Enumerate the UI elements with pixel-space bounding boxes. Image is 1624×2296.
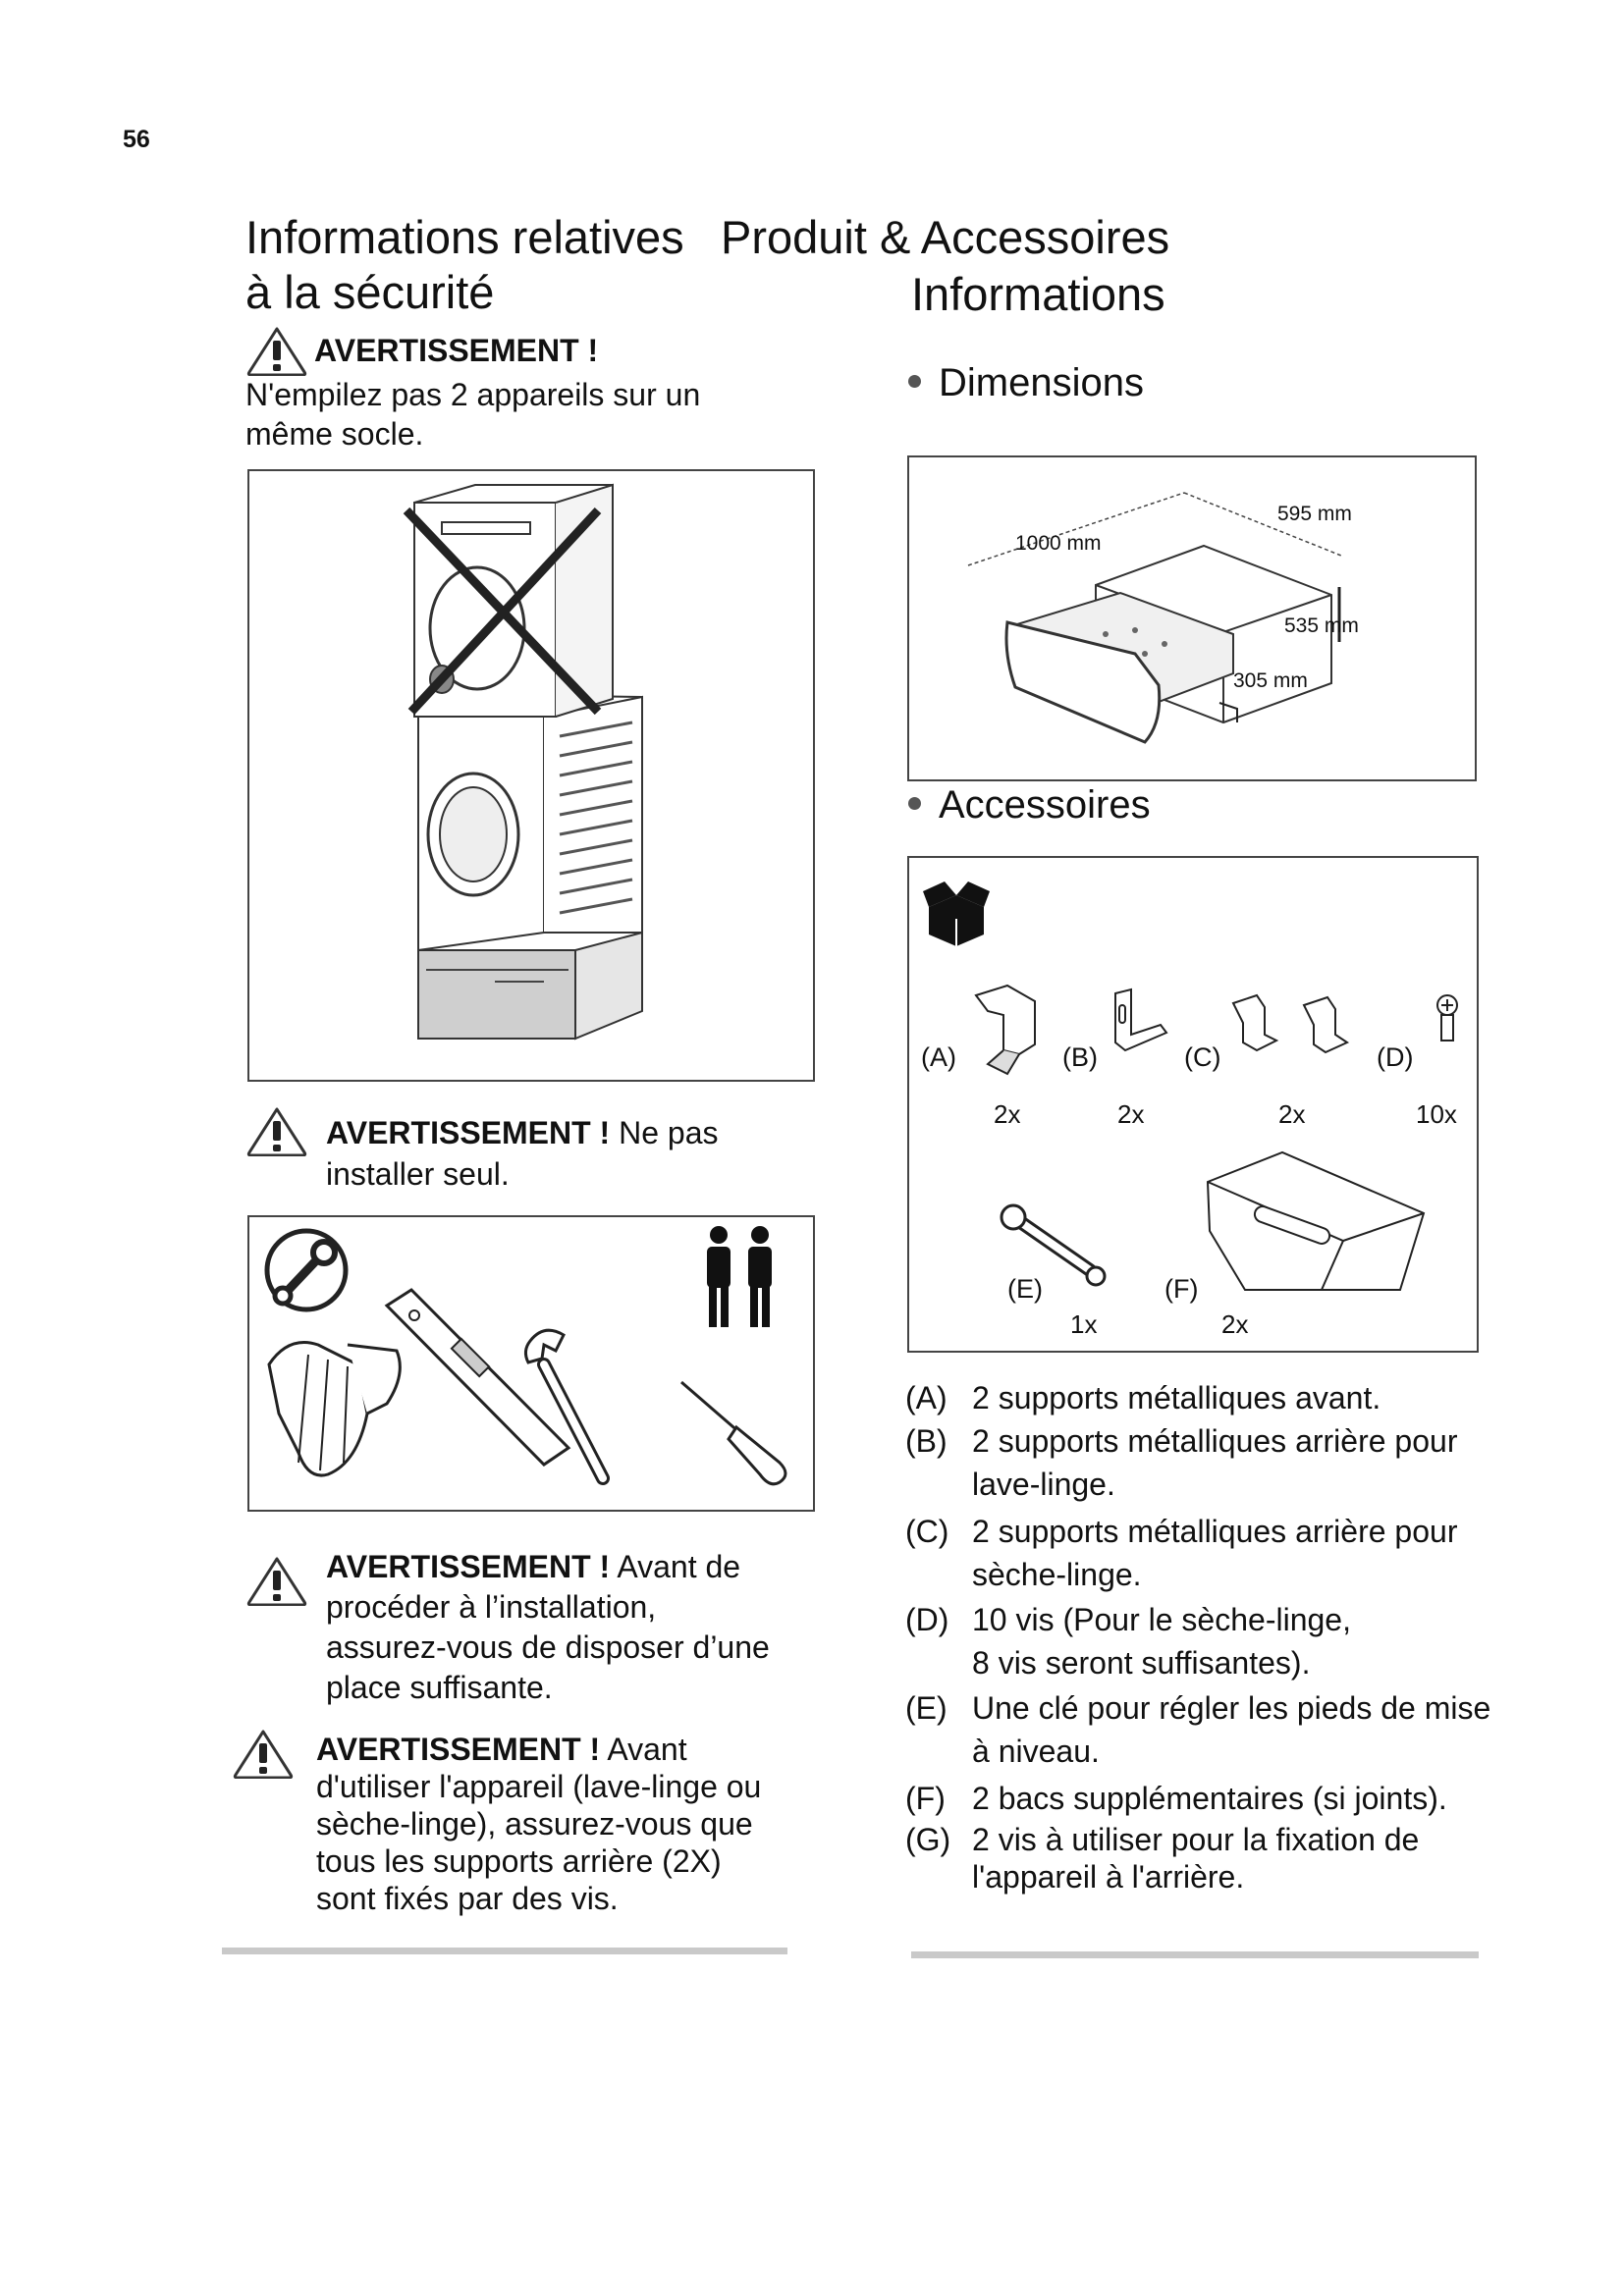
- accessories-diagram: [907, 856, 1479, 1353]
- list-item-line1: 2 bacs supplémentaires (si joints).: [972, 1781, 1447, 1816]
- warning4-line4: tous les supports arrière (2X): [316, 1843, 722, 1879]
- list-item-line2: à niveau.: [972, 1734, 1100, 1769]
- acc-label-d: (D): [1377, 1042, 1414, 1072]
- acc-count-e: 1x: [1070, 1309, 1098, 1339]
- list-item-label: (B): [905, 1423, 947, 1459]
- list-item-label: (E): [905, 1690, 947, 1726]
- acc-label-c: (C): [1184, 1042, 1221, 1072]
- accessories-heading: [908, 783, 1151, 828]
- list-item-label: (G): [905, 1822, 951, 1857]
- warning-triangle-icon: [245, 1557, 308, 1606]
- acc-label-e: (E): [1007, 1274, 1043, 1304]
- list-item-line1: 2 supports métalliques avant.: [972, 1380, 1381, 1415]
- warning4-line5: sont fixés par des vis.: [316, 1881, 619, 1916]
- list-item-label: (C): [905, 1514, 949, 1549]
- right-column-divider: [911, 1951, 1479, 1958]
- bullet-icon: [908, 797, 921, 810]
- dim-d3: 535 mm: [1284, 614, 1359, 637]
- pedestal-dimensions-image: [909, 457, 1475, 779]
- stacked-appliances-image: [249, 471, 813, 1080]
- acc-count-b: 2x: [1117, 1099, 1145, 1129]
- warning2-title: AVERTISSEMENT !: [326, 1115, 611, 1150]
- warning-triangle-icon: [245, 327, 308, 376]
- accessories-label: Accessoires: [939, 783, 1151, 827]
- dimensions-heading: [908, 361, 1144, 405]
- stacking-illustration: [247, 469, 815, 1082]
- list-item-line2: lave-linge.: [972, 1467, 1115, 1502]
- list-item-line2: l'appareil à l'arrière.: [972, 1859, 1245, 1895]
- warning1-title: AVERTISSEMENT !: [314, 333, 599, 368]
- acc-label-f: (F): [1164, 1274, 1199, 1304]
- warning3-text-a: Avant de: [617, 1549, 741, 1584]
- dim-width: 1000 mm: [1015, 532, 1102, 555]
- warning-triangle-icon: [245, 1107, 308, 1156]
- dimensions-diagram: [907, 455, 1477, 781]
- warning4-text-a: Avant: [607, 1732, 687, 1767]
- warning3-line1: [326, 1547, 740, 1586]
- list-item-line1: 2 vis à utiliser pour la fixation de: [972, 1822, 1420, 1857]
- list-item-label: (D): [905, 1602, 949, 1637]
- list-item-line2: sèche-linge.: [972, 1557, 1142, 1592]
- list-item-line1: 2 supports métalliques arrière pour: [972, 1514, 1458, 1549]
- warning2-text-line2: installer seul.: [326, 1156, 510, 1192]
- warning4-line3: sèche-linge), assurez-vous que: [316, 1806, 753, 1842]
- warning4-title: AVERTISSEMENT !: [316, 1732, 601, 1767]
- list-item-label: (A): [905, 1380, 947, 1415]
- warning3-line4: place suffisante.: [326, 1670, 553, 1705]
- list-item-label: (F): [905, 1781, 946, 1816]
- warning-triangle-icon: [232, 1730, 295, 1779]
- tools-illustration: [247, 1215, 815, 1512]
- bullet-icon: [908, 375, 921, 388]
- list-item-line1: Une clé pour régler les pieds de mise: [972, 1690, 1491, 1726]
- warning2-text-a: Ne pas: [619, 1115, 719, 1150]
- list-item-line1: 2 supports métalliques arrière pour: [972, 1423, 1458, 1459]
- tools-image: [249, 1217, 813, 1510]
- right-heading-line1: Produit & Accessoires: [721, 211, 1170, 263]
- dim-height: 305 mm: [1233, 669, 1308, 692]
- acc-count-c: 2x: [1278, 1099, 1306, 1129]
- acc-count-d: 10x: [1416, 1099, 1457, 1129]
- left-column-divider: [222, 1948, 787, 1954]
- warning1-text-line1: N'empilez pas 2 appareils sur un: [245, 377, 701, 412]
- warning2-line1: [326, 1113, 718, 1152]
- acc-label-a: (A): [921, 1042, 956, 1072]
- warning3-line2: procéder à l’installation,: [326, 1589, 657, 1625]
- warning3-title: AVERTISSEMENT !: [326, 1549, 611, 1584]
- list-item-line1: 10 vis (Pour le sèche-linge,: [972, 1602, 1351, 1637]
- warning1-text-line2: même socle.: [245, 416, 424, 452]
- left-heading-line2: à la sécurité: [245, 266, 495, 318]
- page-number: 56: [123, 126, 150, 153]
- dimensions-label: Dimensions: [939, 361, 1144, 404]
- dim-depth: 595 mm: [1277, 503, 1352, 525]
- box-icon: [923, 881, 990, 946]
- warning3-line3: assurez-vous de disposer d’une: [326, 1629, 770, 1665]
- warning4-line2: d'utiliser l'appareil (lave-linge ou: [316, 1769, 762, 1804]
- list-item-line2: 8 vis seront suffisantes).: [972, 1645, 1311, 1681]
- warning4-line1: [316, 1730, 687, 1769]
- acc-count-f: 2x: [1221, 1309, 1249, 1339]
- acc-label-b: (B): [1062, 1042, 1098, 1072]
- left-heading-line1: Informations relatives: [245, 211, 684, 263]
- acc-count-a: 2x: [994, 1099, 1021, 1129]
- right-heading-line2: Informations: [911, 268, 1165, 320]
